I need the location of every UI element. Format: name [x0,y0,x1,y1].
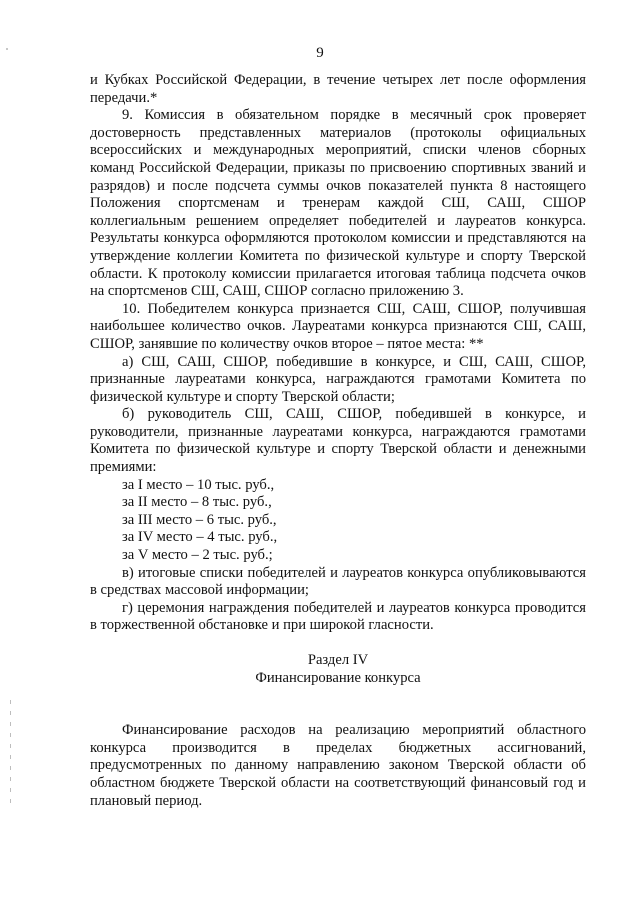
paragraph-financing: Финансирование расходов на реализацию мероприятий областного конкурса производится в пределах бюджетных ассигнований, предусмотренных по данному направлению законом Тверской области об областном бюджете Тверской области на соответствующий финансовый год и плановый период. [90,722,586,809]
paragraph-continuation: и Кубках Российской Федерации, в течение четырех лет после оформления передачи.* [90,72,586,106]
document-body [90,72,586,810]
paragraph-10-v: в) итоговые списки победителей и лауреатов конкурса опубликовываются в средствах массовой информации; [90,564,586,599]
paragraph-10: 10. Победителем конкурса признается СШ, САШ, СШОР, получившая наибольшее количество очков. Лауреатами конкурса признаются СШ, САШ, СШОР, занявшие по количеству очков второе – пятое места: ** [90,300,586,352]
paragraph-10-b: б) руководитель СШ, САШ, СШОР, победившей в конкурсе, и руководители, признанные лауреатами конкурса, награждаются грамотами Комитета по физической культуре и спорту Тверской области и денежными премиями: [90,406,586,476]
section-number: Раздел IV [307,652,369,668]
prize-item-2: за II место – 8 тыс. руб., [122,494,272,511]
spacer [90,687,586,722]
prize-item-3: за III место – 6 тыс. руб., [122,511,277,528]
prize-item-5: за V место – 2 тыс. руб.; [122,547,273,564]
prize-list [90,477,586,565]
paragraph-10-a: а) СШ, САШ, СШОР, победившие в конкурсе, и СШ, САШ, СШОР, признанные лауреатами конкурса, награждаются грамотами Комитета по физической культуре и спорту Тверской области; [90,353,586,405]
paragraph-9: 9. Комиссия в обязательном порядке в месячный срок проверяет достоверность представленных материалов (протоколы официальных всероссийских и международных мероприятий, списки членов сборных команд Российской Федерации, приказы по присвоению спортивных званий и разрядов) и после подсчета суммы очков показателей пункта 8 настоящего Положения спортсменам и тренерам каждой СШ, САШ, СШОР коллегиальным решением определяет победителей и лауреатов конкурса. Результаты конкурса оформляются протоколом комиссии и представляются на утверждение коллегии Комитета по физической культуре и спорту Тверской области. К протоколу комиссии прилагается итоговая таблица подсчета очков на спортсменов СШ, САШ, СШОР согласно приложению 3. [90,107,586,300]
prize-item-4: за IV место – 4 тыс. руб., [122,529,278,546]
spacer [90,635,586,652]
paragraph-10-g: г) церемония награждения победителей и лауреатов конкурса проводится в торжественной обстановке и при широкой гласности. [90,599,586,634]
prize-item-1: за I место – 10 тыс. руб., [122,476,275,493]
page-number: 9 [316,45,324,61]
section-title: Финансирование конкурса [255,669,421,686]
binding-marks [10,700,14,840]
